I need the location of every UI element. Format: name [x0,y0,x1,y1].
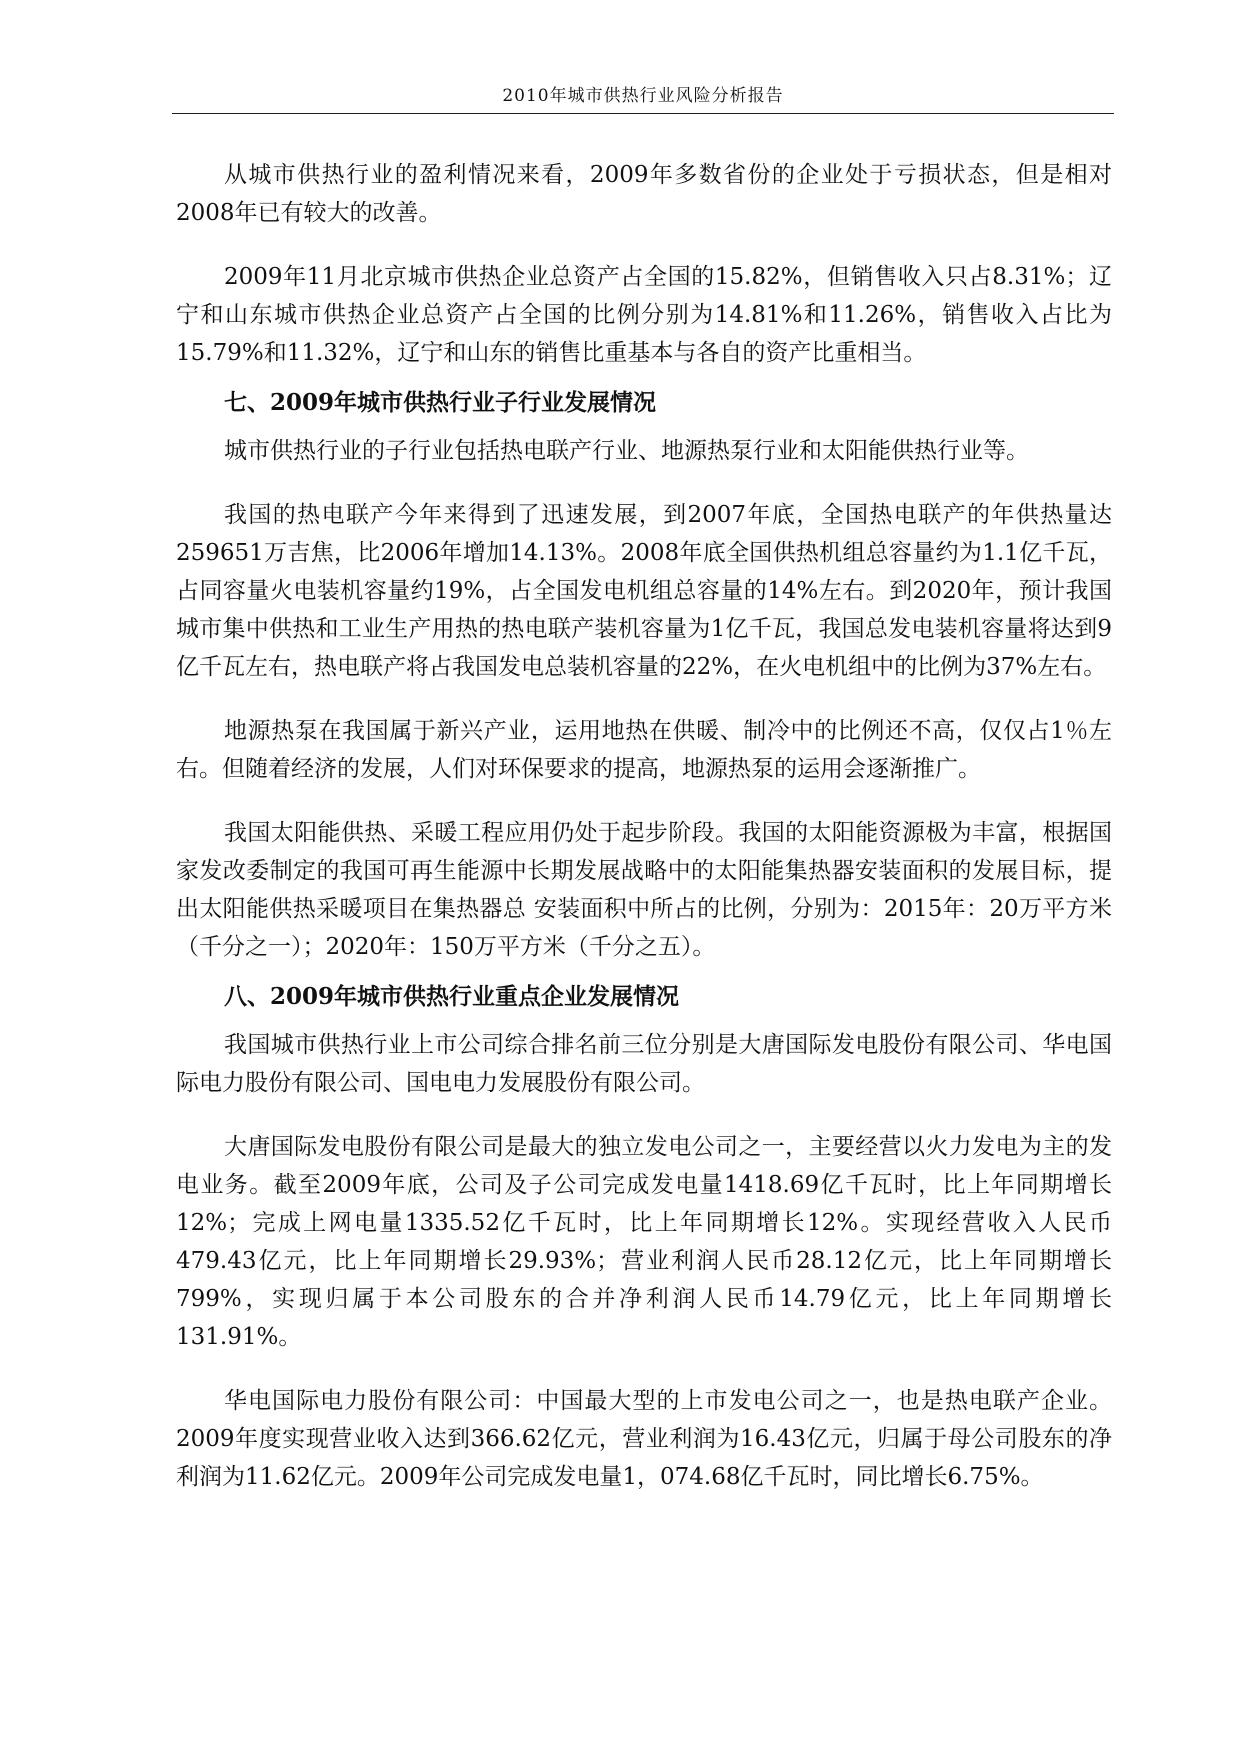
paragraph-top-companies: 我国城市供热行业上市公司综合排名前三位分别是大唐国际发电股份有限公司、华电国际电力股份有限公司、国电电力发展股份有限公司。 [176,1032,1112,1096]
section-heading-8: 八、2009年城市供热行业重点企业发展情况 [224,983,680,1010]
section-heading-7: 七、2009年城市供热行业子行业发展情况 [224,389,657,416]
document-body [176,156,1112,1522]
running-header: 2010年城市供热行业风险分析报告 [502,86,784,106]
header-divider [172,113,1114,114]
paragraph-cogeneration: 我国的热电联产今年来得到了迅速发展，到2007年底，全国热电联产的年供热量达259651万吉焦，比2006年增加14.13%。2008年底全国供热机组总容量约为1.1亿千瓦，占同容量火电装机容量约19%，占全国发电机组总容量的14%左右。到2020年，预计我国城市集中供热和工业生产用热的热电联产装机容量为1亿千瓦，我国总发电装机容量将达到9亿千瓦左右，热电联产将占我国发电总装机容量的22%，在火电机组中的比例为37%左右。 [176,502,1112,680]
paragraph-datang: 大唐国际发电股份有限公司是最大的独立发电公司之一，主要经营以火力发电为主的发电业务。截至2009年底，公司及子公司完成发电量1418.69亿千瓦时，比上年同期增长12%；完成上网电量1335.52亿千瓦时，比上年同期增长12%。实现经营收入人民币479.43亿元，比上年同期增长29.93%；营业利润人民币28.12亿元，比上年同期增长799%，实现归属于本公司股东的合并净利润人民币14.79亿元，比上年同期增长131.91%。 [176,1134,1112,1350]
paragraph-asset-share: 2009年11月北京城市供热企业总资产占全国的15.82%，但销售收入只占8.31%；辽宁和山东城市供热企业总资产占全国的比例分别为14.81%和11.26%，销售收入占比为15.79%和11.32%，辽宁和山东的销售比重基本与各自的资产比重相当。 [176,264,1112,366]
paragraph-ground-source-heat-pump: 地源热泵在我国属于新兴产业，运用地热在供暖、制冷中的比例还不高，仅仅占1％左右。但随着经济的发展，人们对环保要求的提高，地源热泵的运用会逐渐推广。 [176,718,1112,782]
paragraph-solar-heating: 我国太阳能供热、采暖工程应用仍处于起步阶段。我国的太阳能资源极为丰富，根据国家发改委制定的我国可再生能源中长期发展战略中的太阳能集热器安装面积的发展目标，提出太阳能供热采暖项目在集热器总 安装面积中所占的比例，分别为：2015年：20万平方米（千分之一）；2020年：150万平方米（千分之五）。 [176,820,1112,960]
paragraph-subindustries: 城市供热行业的子行业包括热电联产行业、地源热泵行业和太阳能供热行业等。 [224,438,1029,464]
paragraph-huadian: 华电国际电力股份有限公司：中国最大型的上市发电公司之一，也是热电联产企业。2009年度实现营业收入达到366.62亿元，营业利润为16.43亿元，归属于母公司股东的净利润为11.62亿元。2009年公司完成发电量1，074.68亿千瓦时，同比增长6.75%。 [176,1388,1112,1490]
paragraph-profit-overview: 从城市供热行业的盈利情况来看，2009年多数省份的企业处于亏损状态，但是相对2008年已有较大的改善。 [176,162,1112,226]
